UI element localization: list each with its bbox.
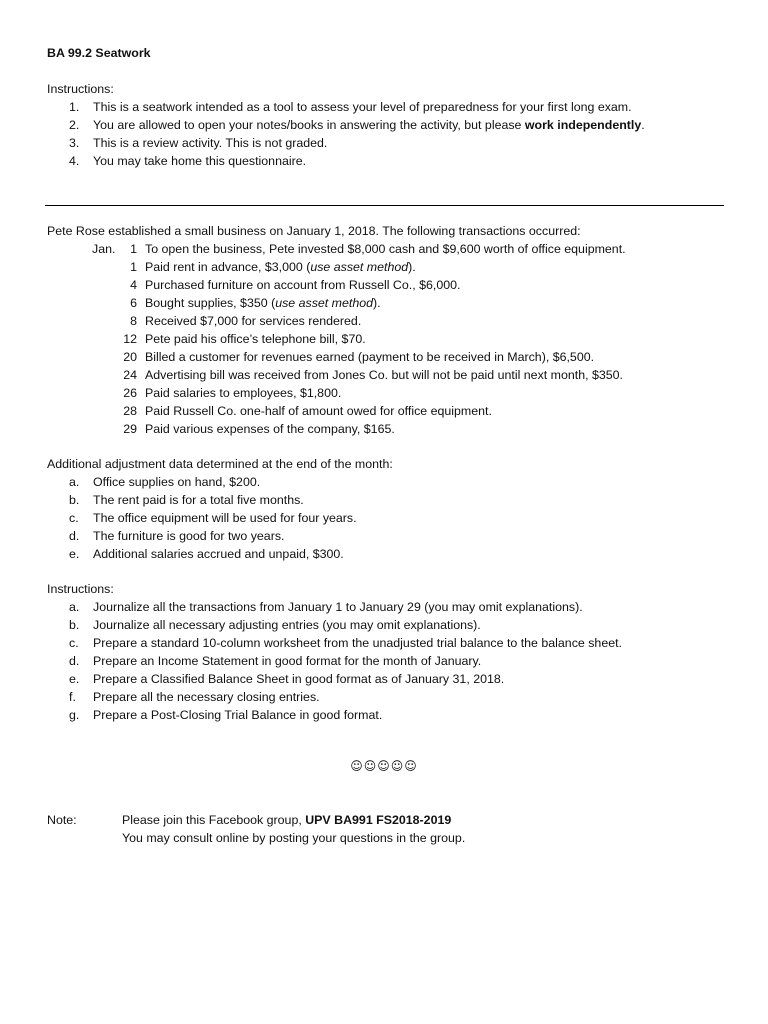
transaction-text: Paid salaries to employees, $1,800. — [145, 386, 342, 400]
adjustments-list — [47, 473, 727, 563]
list-marker: d. — [69, 529, 80, 543]
list-item — [47, 116, 727, 134]
transaction-row — [47, 312, 727, 330]
list-item — [47, 706, 727, 724]
list-item — [47, 634, 727, 652]
list-item-text: Prepare a Classified Balance Sheet in good format as of January 31, 2018. — [93, 672, 505, 686]
transaction-row — [47, 420, 727, 438]
instructions-heading: Instructions: — [47, 82, 114, 96]
transaction-day: 6 — [130, 296, 137, 310]
transaction-day: 24 — [123, 368, 137, 382]
transaction-text: Pete paid his office’s telephone bill, $70. — [145, 332, 366, 346]
horizontal-divider — [45, 205, 724, 206]
list-item — [47, 670, 727, 688]
transaction-row — [47, 276, 727, 294]
list-marker: f. — [69, 690, 76, 704]
list-marker: e. — [69, 547, 80, 561]
list-item-text: The furniture is good for two years. — [93, 529, 285, 543]
tasks-heading: Instructions: — [47, 582, 114, 596]
transaction-text: Paid various expenses of the company, $165. — [145, 422, 395, 436]
list-item-text: Additional salaries accrued and unpaid, $300. — [93, 547, 344, 561]
note-line: You may consult online by posting your questions in the group. — [122, 831, 466, 845]
transaction-month: Jan. — [92, 242, 116, 256]
italic-note: use asset method — [310, 260, 409, 274]
transaction-row — [47, 366, 727, 384]
list-item-text: Journalize all the transactions from January 1 to January 29 (you may omit explanations). — [93, 600, 583, 614]
list-marker: b. — [69, 493, 80, 507]
transaction-text: To open the business, Pete invested $8,000 cash and $9,600 worth of office equipment. — [145, 242, 626, 256]
list-item-text: The rent paid is for a total five months. — [93, 493, 304, 507]
italic-note: use asset method — [275, 296, 374, 310]
tasks-section — [47, 580, 727, 724]
transaction-text: Bought supplies, $350 ( — [145, 296, 276, 310]
list-item — [47, 134, 727, 152]
facebook-group-name: UPV BA991 FS2018-2019 — [305, 813, 452, 827]
list-item — [47, 98, 727, 116]
list-item-text: Office supplies on hand, $200. — [93, 475, 261, 489]
list-item — [47, 152, 727, 170]
transaction-text-end: ). — [408, 260, 416, 274]
document-title: BA 99.2 Seatwork — [47, 46, 151, 60]
list-item — [47, 652, 727, 670]
list-marker: a. — [69, 475, 80, 489]
transaction-text-end: ). — [373, 296, 381, 310]
list-marker: c. — [69, 636, 79, 650]
list-item-text: Prepare a Post-Closing Trial Balance in good format. — [93, 708, 383, 722]
transaction-row — [47, 348, 727, 366]
instructions-list — [47, 98, 727, 170]
transaction-text: Paid Russell Co. one-half of amount owed for office equipment. — [145, 404, 492, 418]
note-section — [47, 811, 727, 847]
list-item — [47, 616, 727, 634]
transaction-text: Purchased furniture on account from Russell Co., $6,000. — [145, 278, 461, 292]
tasks-list — [47, 598, 727, 724]
transactions-list — [47, 240, 727, 438]
transaction-row — [47, 384, 727, 402]
problem-intro: Pete Rose established a small business on January 1, 2018. The following transactions occurred: — [47, 224, 581, 238]
list-item-text: Journalize all necessary adjusting entries (you may omit explanations). — [93, 618, 481, 632]
list-item — [47, 545, 727, 563]
smiley-icons: ☺☺☺☺☺ — [350, 759, 418, 773]
list-marker: 4. — [69, 154, 80, 168]
list-marker: 2. — [69, 118, 80, 132]
list-item-text: You may take home this questionnaire. — [93, 154, 307, 168]
list-marker: g. — [69, 708, 80, 722]
adjustments-heading: Additional adjustment data determined at the end of the month: — [47, 457, 393, 471]
list-item — [47, 473, 727, 491]
list-item-text: The office equipment will be used for four years. — [93, 511, 357, 525]
transaction-day: 12 — [123, 332, 137, 346]
transaction-day: 4 — [130, 278, 137, 292]
document-header — [47, 44, 727, 170]
transaction-text: Advertising bill was received from Jones Co. but will not be paid until next month, $350. — [145, 368, 623, 382]
transaction-day: 28 — [123, 404, 137, 418]
note-body — [122, 811, 727, 847]
note-line — [122, 811, 727, 829]
list-marker: d. — [69, 654, 80, 668]
list-item-text: Prepare a standard 10-column worksheet from the unadjusted trial balance to the balance sheet. — [93, 636, 622, 650]
list-item-text: This is a review activity. This is not graded. — [93, 136, 328, 150]
list-marker: c. — [69, 511, 79, 525]
list-marker: b. — [69, 618, 80, 632]
list-item-text-end: . — [641, 118, 645, 132]
list-marker: 3. — [69, 136, 80, 150]
list-item — [47, 491, 727, 509]
transaction-day: 26 — [123, 386, 137, 400]
list-item — [47, 688, 727, 706]
list-marker: 1. — [69, 100, 80, 114]
transaction-row — [47, 294, 727, 312]
note-text: Please join this Facebook group, — [122, 813, 306, 827]
transaction-day: 20 — [123, 350, 137, 364]
adjustments-section — [47, 455, 727, 563]
transaction-text: Paid rent in advance, $3,000 ( — [145, 260, 311, 274]
transaction-text: Received $7,000 for services rendered. — [145, 314, 362, 328]
transaction-day: 8 — [130, 314, 137, 328]
transaction-row — [47, 402, 727, 420]
transaction-text: Billed a customer for revenues earned (payment to be received in March), $6,500. — [145, 350, 595, 364]
transaction-day: 29 — [123, 422, 137, 436]
list-item — [47, 598, 727, 616]
problem-section — [47, 222, 727, 438]
list-item — [47, 509, 727, 527]
transaction-day: 1 — [130, 260, 137, 274]
transaction-row — [47, 240, 727, 258]
note-label: Note: — [47, 813, 77, 827]
emphasis-text: work independently — [524, 118, 642, 132]
list-marker: e. — [69, 672, 80, 686]
list-item — [47, 527, 727, 545]
transaction-day: 1 — [130, 242, 137, 256]
transaction-row — [47, 258, 727, 276]
list-item-text: Prepare an Income Statement in good format for the month of January. — [93, 654, 482, 668]
list-item-text: You are allowed to open your notes/books in answering the activity, but please — [93, 118, 525, 132]
list-marker: a. — [69, 600, 80, 614]
list-item-text: Prepare all the necessary closing entries. — [93, 690, 320, 704]
transaction-row — [47, 330, 727, 348]
list-item-text: This is a seatwork intended as a tool to assess your level of preparedness for your first long exam. — [93, 100, 632, 114]
